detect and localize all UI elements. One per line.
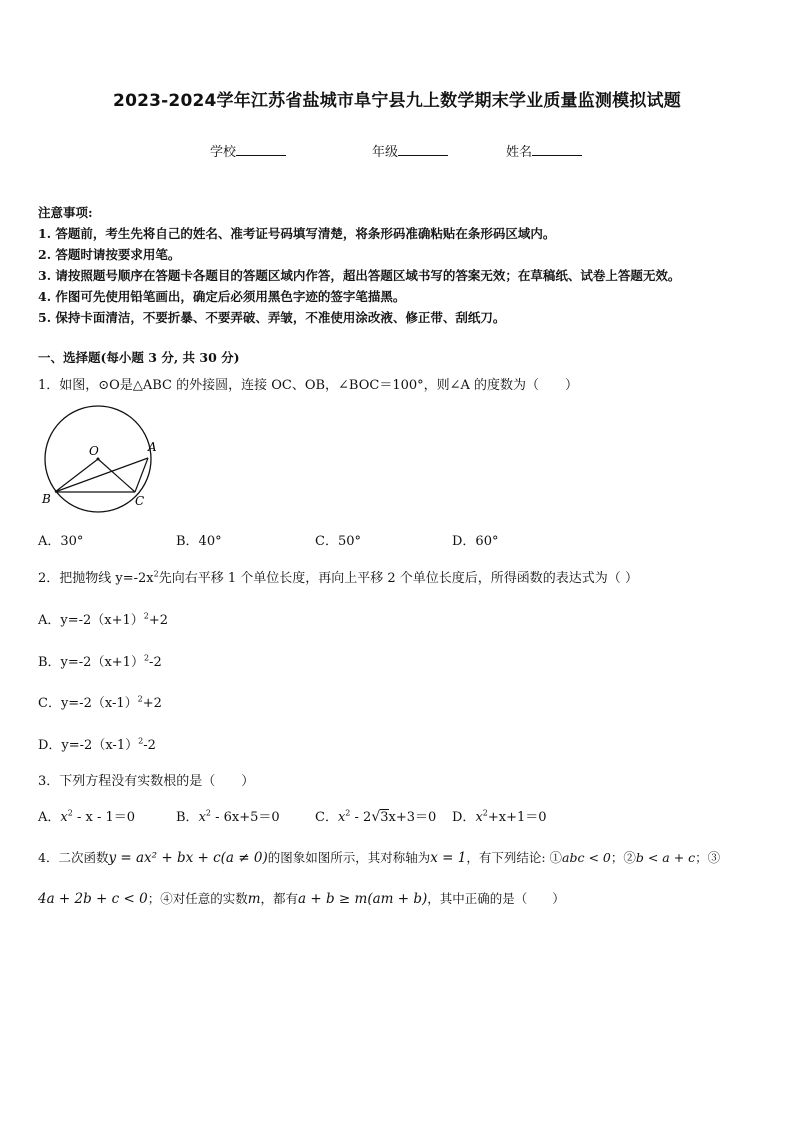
- grade-field[interactable]: [372, 141, 448, 160]
- q2-opt-b-post: -2: [149, 655, 162, 670]
- q4-axis: x = 1: [430, 850, 467, 866]
- segment-ob: [55, 459, 98, 492]
- school-field[interactable]: [210, 141, 286, 160]
- question-1-stem: 1．如图，⊙O是△ABC 的外接圆，连接 OC、OB，∠BOC＝100°，则∠A 的度数为（ ）: [38, 378, 579, 393]
- segment-oc: [98, 459, 135, 492]
- q2-opt-b-sup: 2: [143, 653, 150, 663]
- q3-opt-b-sup: 2: [205, 808, 211, 818]
- q4-l1-mid: 的图象如图所示，其对称轴为: [267, 850, 431, 865]
- q2-opt-d-post: -2: [143, 738, 156, 753]
- note-item: 4. 作图可先使用铅笔画出，确定后必须用黑色字迹的签字笔描黑。: [38, 289, 406, 304]
- radical-sign: √: [371, 809, 381, 825]
- q4-conclusion-1: abc < 0: [562, 850, 611, 865]
- q3-option-a[interactable]: [38, 806, 135, 825]
- section-heading: 一、选择题(每小题 3 分, 共 30 分): [38, 350, 240, 365]
- label-c: C: [135, 494, 145, 508]
- q3-opt-a-var: x: [60, 810, 68, 825]
- q3-opt-d-rest: +x+1＝0: [487, 810, 547, 825]
- q2-opt-c-pre: C．y=-2（x-1）: [38, 696, 138, 711]
- question-4-line-2: [38, 889, 565, 907]
- q3-opt-b-rest: - 6x+5＝0: [211, 810, 280, 825]
- q4-function: y = ax² + bx + c(a ≠ 0): [108, 850, 268, 866]
- q4-l2-sep: ；④对任意的实数: [147, 891, 248, 906]
- label-a: A: [148, 440, 157, 454]
- question-2-stem: [38, 567, 638, 586]
- grade-blank[interactable]: [398, 143, 448, 156]
- q3-opt-c-sup: 2: [345, 808, 351, 818]
- segment-ba: [55, 458, 148, 492]
- q4-conclusion-4: a + b ≥ m(am + b): [298, 891, 428, 907]
- q2-opt-b-pre: B．y=-2（x+1）: [38, 655, 144, 670]
- q3-opt-d-var: x: [475, 810, 483, 825]
- q2-opt-d-sup: 2: [138, 736, 144, 746]
- q4-l2-mid: ，都有: [260, 891, 299, 906]
- q2-option-d[interactable]: [38, 734, 156, 753]
- q4-l1-sep1: ；②: [610, 850, 636, 865]
- q3-opt-c-mid: - 2: [350, 810, 372, 825]
- question-4-line-1: [38, 848, 720, 866]
- q2-stem-pre: 2．把抛物线 y=-2x: [38, 571, 154, 586]
- name-blank[interactable]: [532, 143, 582, 156]
- q3-option-b[interactable]: [176, 806, 280, 825]
- q4-var-m: m: [247, 891, 261, 907]
- page-title: 2023-2024学年江苏省盐城市阜宁县九上数学期末学业质量监测模拟试题: [113, 91, 681, 111]
- school-label: 学校: [210, 145, 237, 160]
- q2-opt-d-pre: D．y=-2（x-1）: [38, 738, 139, 753]
- name-field[interactable]: [506, 141, 582, 160]
- q2-stem-sup: 2: [153, 569, 159, 579]
- name-label: 姓名: [506, 145, 533, 160]
- q4-l2-post: ，其中正确的是（ ）: [427, 891, 565, 906]
- q2-opt-a-pre: A．y=-2（x+1）: [38, 613, 144, 628]
- q3-opt-b-var: x: [198, 810, 206, 825]
- note-item: 5. 保持卡面清洁，不要折暴、不要弄破、弄皱，不准使用涂改液、修正带、刮纸刀。: [38, 310, 506, 325]
- question-3-stem: 3．下列方程没有实数根的是（ ）: [38, 774, 255, 789]
- q4-l1-sep2: ；③: [695, 850, 721, 865]
- note-item: 1. 答题前，考生先将自己的姓名、准考证号码填写清楚，将条形码准确粘贴在条形码区域内。: [38, 226, 556, 241]
- q4-conclusion-2: b < a + c: [635, 850, 696, 865]
- q1-option-d[interactable]: D．60°: [452, 534, 499, 549]
- notes-heading: 注意事项:: [38, 205, 93, 220]
- q3-opt-b-label: B．: [176, 810, 199, 825]
- q2-opt-a-sup: 2: [143, 611, 149, 621]
- q3-option-d[interactable]: [452, 806, 547, 825]
- q2-opt-c-sup: 2: [137, 694, 143, 704]
- q3-opt-c-radicand: 3: [380, 810, 389, 825]
- school-blank[interactable]: [236, 143, 286, 156]
- q2-opt-c-post: +2: [142, 696, 162, 711]
- q4-l1-pre: 4．二次函数: [38, 850, 109, 865]
- q3-opt-d-label: D．: [452, 810, 476, 825]
- q2-option-c[interactable]: [38, 692, 162, 711]
- segment-ca: [135, 458, 148, 492]
- q1-option-c[interactable]: C．50°: [315, 534, 361, 549]
- q3-opt-c-rest: x+3＝0: [388, 810, 437, 825]
- q3-opt-c-var: x: [337, 810, 346, 825]
- q2-option-b[interactable]: [38, 651, 162, 670]
- circle-figure: [36, 404, 166, 516]
- q3-opt-a-sup: 2: [67, 808, 73, 818]
- q3-opt-a-rest: - x - 1＝0: [72, 810, 136, 825]
- q3-opt-c-label: C．: [315, 810, 338, 825]
- grade-label: 年级: [372, 145, 399, 160]
- q1-option-a[interactable]: A．30°: [38, 534, 84, 549]
- label-o: O: [89, 444, 99, 458]
- q2-option-a[interactable]: [38, 609, 168, 628]
- label-b: B: [42, 492, 51, 506]
- q3-opt-a-label: A．: [38, 810, 61, 825]
- q3-opt-d-sup: 2: [482, 808, 488, 818]
- q1-option-b[interactable]: B．40°: [176, 534, 222, 549]
- q4-conclusion-3: 4a + 2b + c < 0: [38, 891, 148, 907]
- note-item: 3. 请按照题号顺序在答题卡各题目的答题区域内作答，超出答题区域书写的答案无效；在草稿纸、试卷上答题无效。: [38, 268, 681, 283]
- q3-option-c[interactable]: [315, 806, 436, 825]
- note-item: 2. 答题时请按要求用笔。: [38, 247, 181, 262]
- q2-stem-post: 先向右平移 1 个单位长度，再向上平移 2 个单位长度后，所得函数的表达式为（ ）: [158, 571, 638, 586]
- q4-l1-post: ，有下列结论: ①: [466, 850, 563, 865]
- q2-opt-a-post: +2: [148, 613, 169, 628]
